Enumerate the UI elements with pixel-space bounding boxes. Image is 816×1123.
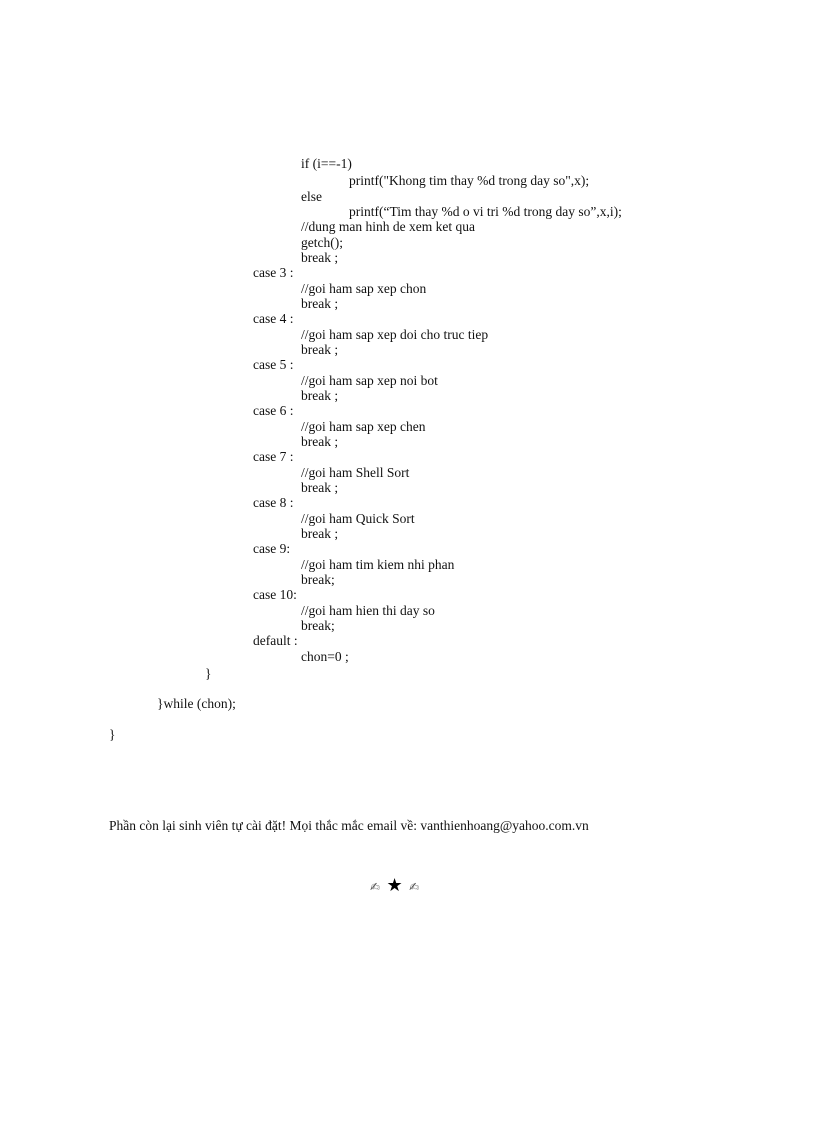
code-line: //goi ham Shell Sort (301, 465, 410, 480)
code-line: case 8 : (253, 495, 294, 510)
ornament (370, 875, 421, 896)
code-line: case 7 : (253, 449, 294, 464)
code-line: case 4 : (253, 311, 294, 326)
code-line: else (301, 189, 322, 204)
star-icon: ★ (386, 875, 404, 896)
footer-note: Phần còn lại sinh viên tự cài đặt! Mọi thắc mắc email về: vanthienhoang@yahoo.com.vn (109, 818, 589, 833)
code-line: break ; (301, 250, 339, 265)
code-line: break ; (301, 526, 339, 541)
code-line: break; (301, 618, 335, 633)
code-line: if (i==-1) (301, 156, 352, 171)
code-line: case 5 : (253, 357, 294, 372)
code-line: //goi ham sap xep doi cho truc tiep (301, 327, 489, 342)
code-line: }while (chon); (157, 696, 236, 711)
code-line: //goi ham hien thi day so (301, 603, 435, 618)
code-line: //goi ham sap xep noi bot (301, 373, 438, 388)
writing-hand-icon: ✍ (409, 880, 421, 894)
code-line: getch(); (301, 235, 343, 250)
writing-hand-icon: ✍ (370, 880, 382, 894)
code-line: case 3 : (253, 265, 294, 280)
code-line: case 10: (253, 587, 297, 602)
code-line: case 9: (253, 541, 291, 556)
code-line: break ; (301, 434, 339, 449)
code-line: } (205, 666, 212, 681)
code-line: //goi ham sap xep chen (301, 419, 426, 434)
code-line: break ; (301, 480, 339, 495)
code-line: default : (253, 633, 298, 648)
code-line: break ; (301, 296, 339, 311)
code-line: printf("Khong tim thay %d trong day so",x); (349, 173, 590, 188)
code-line: printf(“Tim thay %d o vi tri %d trong day so”,x,i); (349, 204, 622, 219)
code-line: chon=0 ; (301, 649, 349, 664)
code-line: } (109, 727, 116, 742)
code-line: break ; (301, 342, 339, 357)
code-line: //goi ham sap xep chon (301, 281, 427, 296)
code-line: break ; (301, 388, 339, 403)
code-line: case 6 : (253, 403, 294, 418)
code-line: break; (301, 572, 335, 587)
code-line: //goi ham tim kiem nhi phan (301, 557, 455, 572)
code-line: //goi ham Quick Sort (301, 511, 415, 526)
code-line: //dung man hinh de xem ket qua (301, 219, 475, 234)
